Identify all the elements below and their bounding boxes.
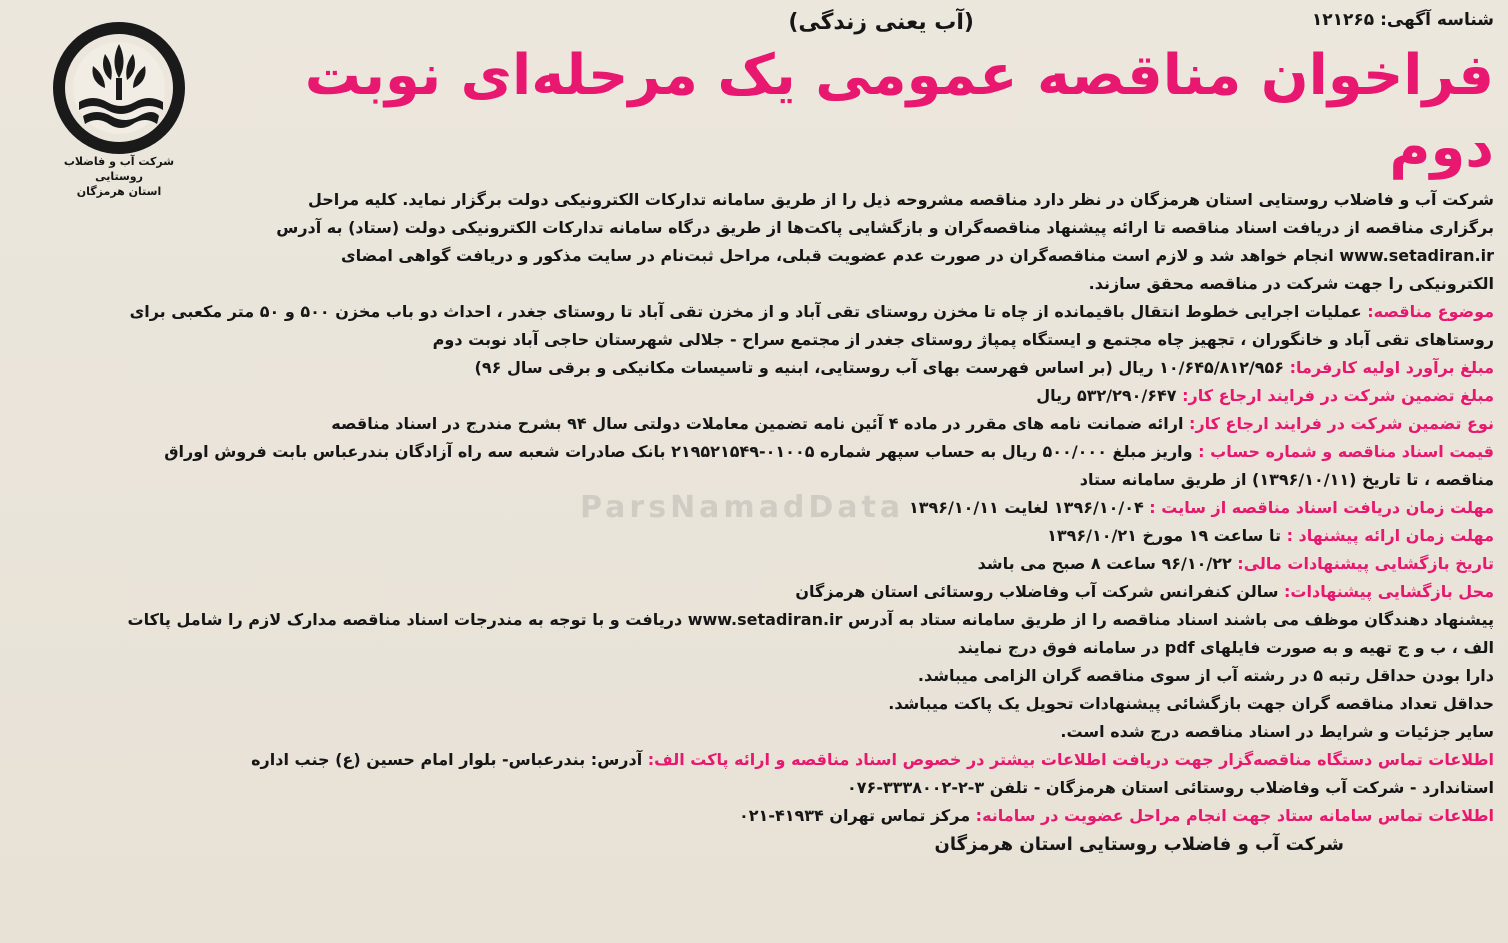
contact-text-2: استاندارد - شرکت آب وفاضلاب روستائی استان هرمزگان - تلفن ۳-۲-۳۳۳۸۰۰۲-۰۷۶	[847, 778, 1494, 797]
note-line-4: حداقل تعداد مناقصه گران جهت بازگشائی پیشنهادات تحویل یک پاکت میباشد.	[888, 694, 1494, 713]
note-line-1: پیشنهاد دهندگان موظف می باشند اسناد مناقصه را از طریق سامانه ستاد به آدرس www.setadiran.ir دریافت و با توجه به مندرجات اسناد مناقصه مدارک لازم را شامل پاکات	[127, 610, 1494, 629]
setad-contact-text: مرکز تماس تهران ۴۱۹۳۴-۰۲۱	[739, 806, 971, 825]
intro-line-3: www.setadiran.ir انجام خواهد شد و لازم است مناقصه‌گران در صورت عدم عضویت قبلی، مراحل ثبت‌نام در سایت مذکور و دریافت گواهی امضای	[340, 246, 1494, 265]
slogan: (آب یعنی زندگی)	[788, 10, 974, 35]
contact-row	[18, 746, 1494, 774]
submit-deadline-label: مهلت زمان ارائه پیشنهاد :	[1286, 526, 1494, 545]
submit-deadline-row	[18, 522, 1494, 550]
price-label: قیمت اسناد مناقصه و شماره حساب :	[1198, 442, 1494, 461]
opening-date-row	[18, 550, 1494, 578]
guarantee-type-label: نوع تضمین شرکت در فرایند ارجاع کار:	[1189, 414, 1494, 433]
opening-date-label: تاریخ بازگشایی پیشنهادات مالی:	[1237, 554, 1494, 573]
estimate-text: ۱۰/۶۴۵/۸۱۲/۹۵۶ ریال (بر اساس فهرست بهای آب روستایی، ابنیه و تاسیسات مکانیکی و برقی سال ۹۶)	[474, 358, 1285, 377]
submit-deadline-text: تا ساعت ۱۹ مورخ ۱۳۹۶/۱۰/۲۱	[1047, 526, 1281, 545]
intro-line-2: برگزاری مناقصه از دریافت اسناد مناقصه تا ارائه پیشنهاد مناقصه‌گران و بازگشایی پاکت‌ها از طریق درگاه سامانه تدارکات الکترونیکی دولت (ستاد) به آدرس	[276, 218, 1494, 237]
ad-id: شناسه آگهی: ۱۲۱۲۶۵	[1311, 10, 1494, 30]
intro-line-4: الکترونیکی را جهت شرکت در مناقصه محقق سازند.	[1088, 274, 1494, 293]
subject-label: موضوع مناقصه:	[1367, 302, 1494, 321]
note-line-5: سایر جزئیات و شرایط در اسناد مناقصه درج شده است.	[1060, 722, 1494, 741]
subject-text-1: عملیات اجرایی خطوط انتقال باقیمانده از چاه تا مخزن روستای تقی آباد و از مخزن تقی آباد تا روستای جغدر ، احداث دو باب مخزن ۵۰۰ و ۵۰ متر مکعبی برای	[129, 302, 1362, 321]
logo-caption-line1: شرکت آب و فاضلاب روستایی	[63, 155, 175, 183]
subject-text-2: روستاهای تقی آباد و خانگوران ، تجهیز چاه مجتمع و ایستگاه پمپاژ روستای جغدر از مجتمع سراح - جلالی شهرستان حاجی آباد نوبت دوم	[432, 330, 1494, 349]
price-text-1: واریز مبلغ ۵۰۰/۰۰۰ ریال به حساب سپهر شماره ۰۱۰۰۵-۲۱۹۵۲۱۵۴۹ بانک صادرات شعبه سه راه آزادگان بندرعباس بابت فروش اوراق	[164, 442, 1193, 461]
contact-label: اطلاعات تماس دستگاه مناقصه‌گزار جهت دریافت اطلاعات بیشتر در خصوص اسناد مناقصه و ارائه پاکت الف:	[647, 750, 1494, 769]
guarantee-amount-row	[18, 382, 1494, 410]
doc-deadline-label: مهلت زمان دریافت اسناد مناقصه از سایت :	[1149, 498, 1494, 517]
opening-date-text: ۹۶/۱۰/۲۲ ساعت ۸ صبح می باشد	[977, 554, 1232, 573]
guarantee-amount-text: ۵۳۲/۲۹۰/۶۴۷ ریال	[1036, 386, 1177, 405]
guarantee-amount-label: مبلغ تضمین شرکت در فرایند ارجاع کار:	[1182, 386, 1494, 405]
doc-deadline-text: ۱۳۹۶/۱۰/۰۴ لغایت ۱۳۹۶/۱۰/۱۱	[908, 498, 1144, 517]
notice-title: فراخوان مناقصه عمومی یک مرحله‌ای نوبت دوم	[304, 43, 1494, 180]
opening-place-label: محل بازگشایی پیشنهادات:	[1284, 582, 1494, 601]
setad-contact-label: اطلاعات تماس سامانه ستاد جهت انجام مراحل عضویت در سامانه:	[975, 806, 1494, 825]
guarantee-type-text: ارائه ضمانت نامه های مقرر در ماده ۴ آئین نامه تضمین معاملات دولتی سال ۹۴ بشرح مندرج در اسناد مناقصه	[331, 414, 1184, 433]
estimate-label: مبلغ برآورد اولیه کارفرما:	[1289, 358, 1494, 377]
note-line-2: الف ، ب و ج تهیه و به صورت فایلهای pdf در سامانه فوق درج نمایند	[957, 638, 1494, 657]
price-row	[18, 438, 1494, 466]
guarantee-type-row	[18, 410, 1494, 438]
notice-body	[223, 6, 1494, 298]
contact-text-1: آدرس: بندرعباس- بلوار امام حسین (ع) جنب اداره	[251, 750, 643, 769]
opening-place-row	[18, 578, 1494, 606]
intro-line-1: شرکت آب و فاضلاب روستایی استان هرمزگان در نظر دارد مناقصه مشروحه ذیل را از طریق سامانه تدارکات الکترونیکی دولت برگزار نماید. کلیه مراحل	[307, 190, 1494, 209]
water-company-emblem-icon	[53, 22, 185, 154]
setad-contact-row	[18, 802, 1494, 830]
watermark: ParsNamadData	[580, 490, 905, 525]
signature: شرکت آب و فاضلاب روستایی استان هرمزگان	[934, 834, 1344, 855]
price-text-2: مناقصه ، تا تاریخ (۱۳۹۶/۱۰/۱۱) از طریق سامانه ستاد	[1079, 470, 1494, 489]
estimate-row	[18, 354, 1494, 382]
note-line-3: دارا بودن حداقل رتبه ۵ در رشته آب از سوی مناقصه گران الزامی میباشد.	[917, 666, 1494, 685]
logo-caption-line2: استان هرمزگان	[76, 185, 162, 198]
company-logo	[44, 22, 194, 222]
opening-place-text: سالن کنفرانس شرکت آب وفاضلاب روستائی استان هرمزگان	[795, 582, 1279, 601]
subject-row	[18, 298, 1494, 326]
